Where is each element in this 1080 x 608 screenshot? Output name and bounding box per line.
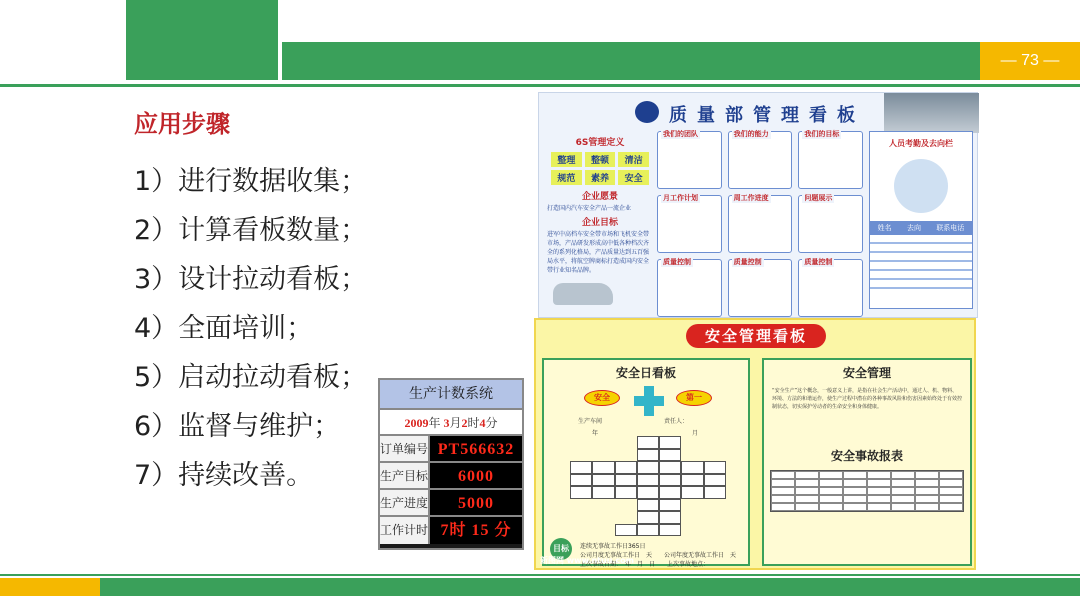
counter-date-unit: 月 xyxy=(449,416,462,430)
board-card-label: 周工作进度 xyxy=(733,194,769,202)
aircraft-emblem-icon xyxy=(894,159,948,213)
counter-hour: 2 xyxy=(461,416,468,430)
accident-report-heading: 安全事故报表 xyxy=(830,449,903,463)
quality-board-title: 质量部管理看板 xyxy=(669,105,865,126)
footer-decor-green xyxy=(100,578,1080,596)
steps-list xyxy=(134,160,367,503)
header-decor-block xyxy=(126,0,278,80)
six-s-chip: 素养 xyxy=(585,170,616,185)
company-logo-icon xyxy=(635,101,659,123)
vision-text: 打造国内汽车安全产品一流企业 xyxy=(547,205,632,212)
accident-report-table xyxy=(770,470,964,512)
step-item: 1）进行数据收集； xyxy=(134,166,368,197)
goal-heading: 企业目标 xyxy=(581,218,618,228)
counter-row-value: PT566632 xyxy=(430,436,522,461)
board-card xyxy=(728,131,793,189)
counter-date-unit: 时 xyxy=(467,416,480,430)
quality-board-image xyxy=(538,92,978,318)
counter-date-unit: 分 xyxy=(485,416,498,430)
six-s-chip: 规范 xyxy=(551,170,582,185)
board-card xyxy=(657,259,722,317)
counter-row xyxy=(380,436,522,463)
board-card-label: 质量控制 xyxy=(804,258,833,266)
car-photo xyxy=(553,283,613,305)
safety-calendar-grid xyxy=(570,436,726,536)
cross-icon xyxy=(634,386,664,416)
board-card-label: 质量控制 xyxy=(663,258,691,266)
board-card xyxy=(728,259,793,317)
counter-row xyxy=(380,490,522,517)
counter-date-unit: 年 xyxy=(428,416,441,430)
safety-mgmt-heading: 安全管理 xyxy=(842,366,891,380)
first-badge: 第一 xyxy=(676,390,712,406)
board-card xyxy=(657,131,722,189)
safety-board-title: 安全管理看板 xyxy=(686,324,826,348)
six-s-chip: 安全 xyxy=(618,170,649,185)
board-card xyxy=(798,259,863,317)
person-label: 责任人： xyxy=(664,418,689,425)
safety-mgmt-text: “安全生产”这个概念，一般意义上讲，是指在社会生产活动中，通过人、机、物料、环境、方法的和谐运作，使生产过程中潜在的各种事故风险和伤害因素始终处于有效控制状态，切实保护劳动者的生命安全和身体健康。 xyxy=(772,388,962,410)
attendance-col: 联系电话 xyxy=(936,224,965,232)
counter-header: 生产计数系统 xyxy=(380,380,522,410)
attendance-heading: 人员考勤及去向栏 xyxy=(889,139,953,148)
counter-row-value: 6000 xyxy=(430,463,522,488)
board-card xyxy=(798,195,863,253)
vision-heading: 企业愿景 xyxy=(581,192,618,202)
attendance-col: 姓名 xyxy=(877,224,892,232)
attendance-rows xyxy=(870,235,972,289)
board-card-label: 我们的目标 xyxy=(804,130,840,138)
header-decor-strip xyxy=(282,42,980,80)
board-card xyxy=(728,195,793,253)
workshop-label: 生产车间 xyxy=(578,418,603,425)
footer-rule xyxy=(0,574,1080,576)
counter-row-label: 工作计时 xyxy=(380,517,430,544)
board-card-label: 月工作计划 xyxy=(663,194,698,202)
attendance-col: 去向 xyxy=(906,224,921,232)
safety-mgmt-panel xyxy=(762,358,972,566)
step-item: 2）计算看板数量； xyxy=(134,215,368,246)
board-card-label: 质量控制 xyxy=(733,258,762,266)
counter-row-value: 7时 15 分 xyxy=(430,517,522,544)
six-s-chip: 整理 xyxy=(551,152,582,167)
counter-row xyxy=(380,463,522,490)
step-item: 7）持续改善。 xyxy=(134,460,314,491)
board-card-label: 我们的团队 xyxy=(663,130,698,138)
six-s-chip: 清洁 xyxy=(618,152,649,167)
attendance-panel xyxy=(869,131,973,309)
quality-board-cards xyxy=(657,131,863,317)
six-s-chips xyxy=(551,152,649,185)
page-number: — 73 — xyxy=(980,42,1080,80)
month-label: 月 xyxy=(692,430,699,437)
board-card xyxy=(657,195,722,253)
section-title: 应用步骤 xyxy=(134,110,230,138)
counter-month: 3 xyxy=(443,416,450,430)
goal-text: 进军中高档车安全带市场和飞机安全带市场，产品研发形成高中低各种档次齐全的系列化格局，产品质量达到五百强局水平，将航空牌商标打造成国内安全带行业知名品牌。 xyxy=(547,231,650,274)
board-card xyxy=(798,131,863,189)
safety-stat-line: 公司月度无事故工作日 天 公司年度无事故工作日 天 xyxy=(580,552,737,559)
counter-row-value: 5000 xyxy=(430,490,522,515)
year-label: 年 xyxy=(592,430,599,437)
counter-row-label: 生产目标 xyxy=(380,463,430,488)
counter-datetime xyxy=(380,410,522,436)
step-item: 3）设计拉动看板； xyxy=(134,264,368,295)
six-s-chip: 整顿 xyxy=(585,152,616,167)
safety-board-image xyxy=(534,318,976,570)
safety-daily-heading: 安全日看板 xyxy=(615,366,676,380)
six-s-heading: 6S管理定义 xyxy=(575,138,625,148)
image-watermark: 新图网 www.ntuu.com xyxy=(540,556,635,565)
production-counter-panel xyxy=(378,378,524,550)
step-item: 5）启动拉动看板； xyxy=(134,362,368,393)
counter-row xyxy=(380,517,522,544)
counter-row-label: 生产进度 xyxy=(380,490,430,515)
footer-decor-yellow xyxy=(0,578,100,596)
safety-badge: 安全 xyxy=(584,390,620,406)
step-item: 4）全面培训； xyxy=(134,313,314,344)
safety-stat-line: 连续无事故工作日365日 xyxy=(580,543,646,550)
target-badge: 目标 xyxy=(550,538,572,560)
safety-stat-line: 上次事故日期： 年 月 日 上次事故地点： xyxy=(580,561,710,568)
aircraft-photo xyxy=(884,93,979,133)
board-card-label: 我们的能力 xyxy=(733,130,769,138)
counter-minute: 4 xyxy=(479,416,486,430)
header-rule xyxy=(0,84,1080,87)
counter-row-label: 订单编号 xyxy=(380,436,430,461)
safety-daily-panel xyxy=(542,358,750,566)
step-item: 6）监督与维护； xyxy=(134,411,341,442)
counter-year: 2009 xyxy=(404,416,429,430)
attendance-table-header xyxy=(870,221,972,235)
board-card-label: 问题展示 xyxy=(804,194,833,202)
